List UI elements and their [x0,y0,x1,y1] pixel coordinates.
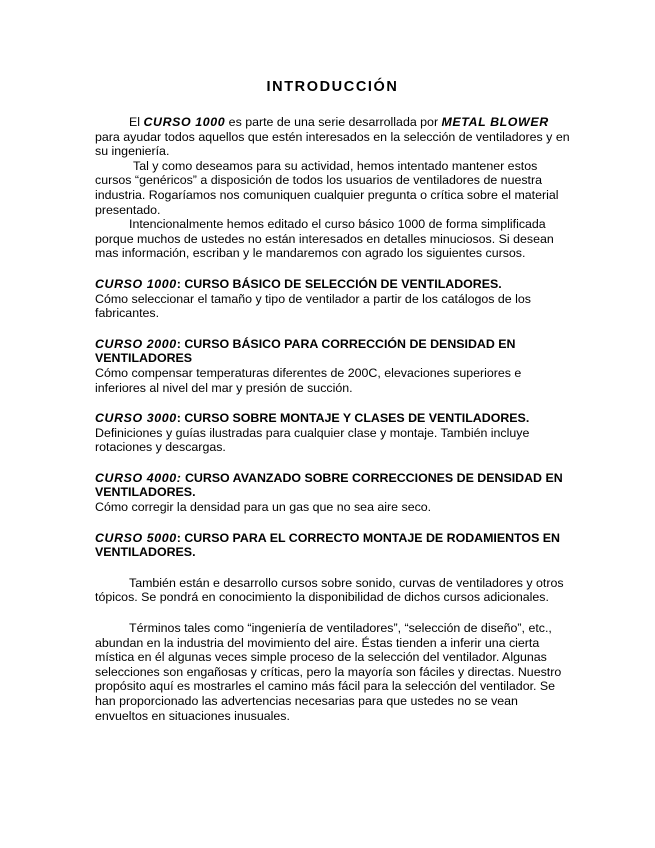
course-code: CURSO 1000 [95,276,177,291]
course-description: Cómo seleccionar el tamaño y tipo de ventilador a partir de los catálogos de los fabricantes. [95,291,531,321]
course-title: CURSO AVANZADO SOBRE CORRECCIONES DE DENSIDAD EN VENTILADORES. [95,470,563,500]
course-4000-section [95,471,570,515]
course-code: CURSO 4000: [95,470,182,485]
course-heading [95,277,570,292]
course-description: Definiciones y guías ilustradas para cualquier clase y montaje. También incluye rotaciones y descargas. [95,425,530,455]
intro-text-a: El [129,115,144,129]
course-5000-section [95,531,570,560]
intro-paragraph-3: Intencionalmente hemos editado el curso básico 1000 de forma simplificada porque muchos de ustedes no están interesados en detalles minuciosos. Si desean mas información, escriban y le mandaremos con agrado los siguientes cursos. [95,217,554,261]
course-title: CURSO PARA EL CORRECTO MONTAJE DE RODAMIENTOS EN VENTILADORES. [95,530,560,560]
course-code: CURSO 3000 [95,411,177,426]
course-title: CURSO SOBRE MONTAJE Y CLASES DE VENTILADORES. [184,411,530,426]
course-code: CURSO 5000 [95,530,177,545]
intro-paragraph-1 [95,115,570,159]
course-heading [95,337,570,366]
course-separator: : [176,530,185,545]
course-code: CURSO 2000 [95,336,177,351]
course-separator: : [176,411,185,426]
course-1000-section [95,277,570,321]
course-title: CURSO BÁSICO DE SELECCIÓN DE VENTILADORES. [184,276,502,291]
document-content [95,78,570,723]
closing-paragraph-1: También están e desarrollo cursos sobre sonido, curvas de ventiladores y otros tópicos. Se pondrá en conocimiento la disponibilidad de dichos cursos adicionales. [95,575,564,605]
course-title: CURSO BÁSICO PARA CORRECCIÓN DE DENSIDAD EN VENTILADORES [95,336,516,366]
metal-blower-keyword: METAL BLOWER [441,115,549,129]
intro-paragraph-2: Tal y como deseamos para su actividad, hemos intentado mantener estos cursos “genéricos” a disposición de todos los usuarios de ventiladores de nuestra industria. Rogaríamos nos comuniquen cualquier pregunta o crítica sobre el material presentado. [95,158,559,217]
course-2000-section [95,337,570,395]
course-1000-keyword: CURSO 1000 [143,115,226,129]
course-3000-section [95,411,570,455]
course-description: Cómo compensar temperaturas diferentes de 200C, elevaciones superiores e inferiores al nivel del mar y presión de succión. [95,365,522,395]
page-title: INTRODUCCIÓN [266,79,399,95]
course-separator: : [176,276,185,291]
course-description: Cómo corregir la densidad para un gas que no sea aire seco. [95,500,432,515]
course-heading [95,411,570,426]
course-heading [95,471,570,500]
intro-text-b: es parte de una serie desarrollada por [225,115,442,129]
closing-paragraph-2: Términos tales como “ingeniería de ventiladores”, “selección de diseño”, etc., abundan en la industria del movimiento del aire. Éstas tienden a inferir una cierta mística en él algunas veces simple proceso de la selección del ventilador. Algunas selecciones son engañosas y críticas, pero la mayoría son fáciles y directas. Nuestro propósito aquí es mostrarles el camino más fácil para la selección del ventilador. Se han proporcionado las advertencias necesarias para que ustedes no se vean envueltos en situaciones inusuales. [95,621,562,723]
intro-text-c: para ayudar todos aquellos que estén interesados en la selección de ventiladores y en su ingeniería. [95,129,570,159]
course-heading [95,531,570,560]
course-separator: : [176,336,185,351]
